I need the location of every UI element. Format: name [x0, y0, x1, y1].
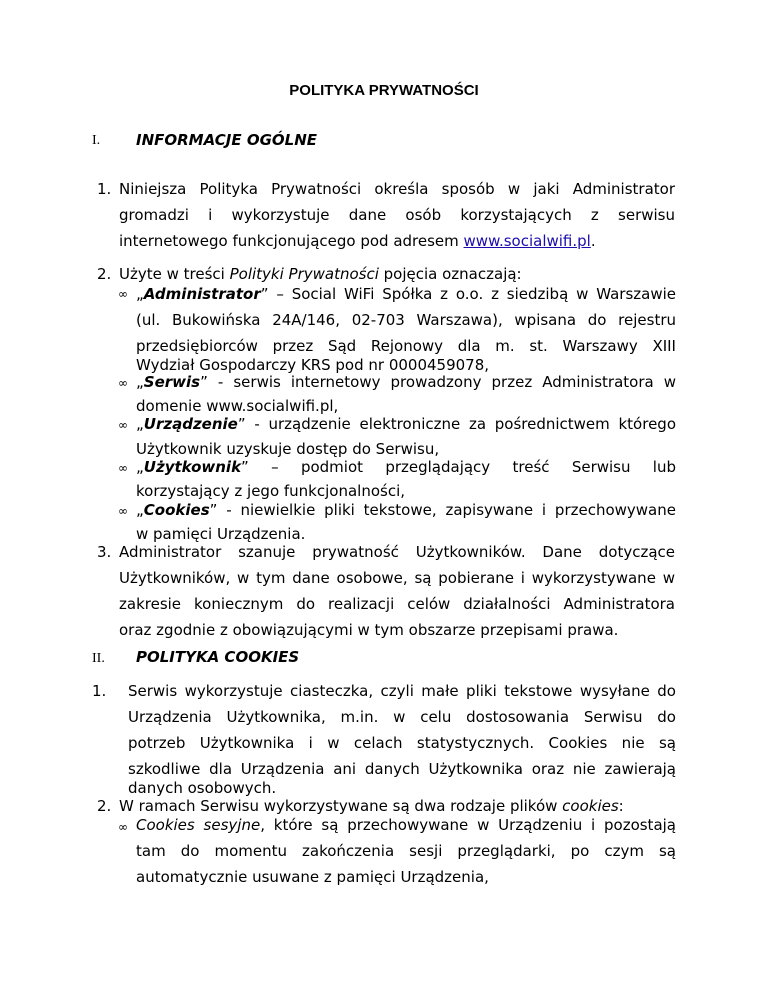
page-title: POLITYKA PRYWATNOŚCI	[289, 82, 479, 99]
definition-line	[136, 415, 676, 437]
text: ” – Social WiFi Spółka z o.o. z siedzibą w Warszawie	[260, 285, 676, 303]
definition-line: (ul. Bukowińska 24A/146, 02-703 Warszawa), wpisana do rejestru	[136, 311, 676, 329]
text: ” - serwis internetowy prowadzony przez Administratora w	[200, 373, 676, 391]
section-numeral: II.	[92, 651, 105, 666]
text: internetowego funkcjonującego pod adresem	[119, 232, 464, 250]
cookie-type-line: tam do momentu zakończenia sesji przeglądarki, po czym są	[136, 842, 676, 860]
definition-term: Użytkownik	[143, 458, 242, 476]
text: cookies	[562, 797, 619, 815]
definition-line: w pamięci Urządzenia.	[136, 525, 306, 543]
definition-line: Wydział Gospodarczy KRS pod nr 0000459078,	[136, 356, 490, 374]
text: „	[136, 458, 144, 476]
text: „	[136, 501, 144, 519]
definition-line: przedsiębiorców przez Sąd Rejonowy dla m. st. Warszawy XIII	[136, 337, 676, 355]
definition-line	[136, 373, 676, 395]
paragraph-line: oraz zgodnie z obowiązującymi w tym obszarze przepisami prawa.	[119, 621, 619, 639]
text: , które są przechowywane w Urządzeniu i pozostają	[260, 816, 676, 834]
definition-term: Administrator	[143, 285, 261, 303]
text: ” - niewielkie pliki tekstowe, zapisywane i przechowywane	[209, 501, 676, 519]
bullet-icon: ∞	[118, 376, 128, 390]
cookie-type-line: automatycznie usuwane z pamięci Urządzenia,	[136, 868, 489, 886]
paragraph-line: Urządzenia Użytkownika, m.in. w celu dostosowania Serwisu do	[128, 708, 676, 726]
definition-line: Użytkownik uzyskuje dostęp do Serwisu,	[136, 440, 440, 458]
definition-line: domenie www.socialwifi.pl,	[136, 397, 339, 415]
cookie-type-line	[136, 816, 676, 838]
section-heading: POLITYKA COOKIES	[136, 648, 300, 666]
bullet-icon: ∞	[118, 418, 128, 432]
text: .	[590, 232, 596, 250]
text: „	[136, 373, 144, 391]
text: :	[618, 797, 624, 815]
list-number: 2.	[97, 265, 112, 283]
text: pojęcia oznaczają:	[378, 265, 522, 283]
bullet-icon: ∞	[118, 461, 128, 475]
definition-term: Urządzenie	[143, 415, 238, 433]
paragraph-line	[119, 265, 522, 283]
paragraph-line: Serwis wykorzystuje ciasteczka, czyli małe pliki tekstowe wysyłane do	[128, 682, 676, 700]
list-number: 1.	[97, 180, 112, 198]
text: Polityki Prywatności	[229, 265, 379, 283]
website-link[interactable]: www.socialwifi.pl	[463, 232, 591, 250]
section-numeral: I.	[92, 133, 101, 148]
section-heading: INFORMACJE OGÓLNE	[136, 131, 317, 149]
paragraph-line: danych osobowych.	[128, 779, 277, 797]
paragraph-line: Użytkowników, w tym dane osobowe, są pobierane i wykorzystywane w	[119, 569, 675, 587]
text: „	[136, 415, 144, 433]
bullet-icon: ∞	[118, 820, 128, 834]
paragraph-line: Niniejsza Polityka Prywatności określa sposób w jaki Administrator	[119, 180, 675, 198]
text: „	[136, 285, 144, 303]
text: ” – podmiot przeglądający treść Serwisu lub	[241, 458, 676, 476]
definition-line	[136, 285, 676, 307]
paragraph-line	[119, 797, 624, 815]
list-number: 2.	[97, 797, 112, 815]
bullet-icon: ∞	[118, 504, 128, 518]
definition-line	[136, 501, 676, 523]
bullet-icon: ∞	[118, 287, 128, 301]
paragraph-line: potrzeb Użytkownika i w celach statystycznych. Cookies nie są	[128, 734, 676, 752]
definition-term: Serwis	[143, 373, 201, 391]
definition-line: korzystający z jego funkcjonalności,	[136, 482, 406, 500]
text: W ramach Serwisu wykorzystywane są dwa rodzaje plików	[119, 797, 563, 815]
paragraph-line: gromadzi i wykorzystuje dane osób korzystających z serwisu	[119, 206, 675, 224]
paragraph-line	[119, 232, 596, 250]
text: ” - urządzenie elektroniczne za pośrednictwem którego	[237, 415, 676, 433]
list-number: 3.	[97, 543, 112, 561]
definition-term: Cookies	[143, 501, 210, 519]
cookie-type-term: Cookies sesyjne	[136, 816, 261, 834]
paragraph-line: zakresie koniecznym do realizacji celów działalności Administratora	[119, 595, 675, 613]
list-number: 1.	[92, 682, 107, 700]
paragraph-line: Administrator szanuje prywatność Użytkowników. Dane dotyczące	[119, 543, 675, 561]
definition-line	[136, 458, 676, 480]
text: Użyte w treści	[119, 265, 230, 283]
paragraph-line: szkodliwe dla Urządzenia ani danych Użytkownika oraz nie zawierają	[128, 760, 676, 778]
